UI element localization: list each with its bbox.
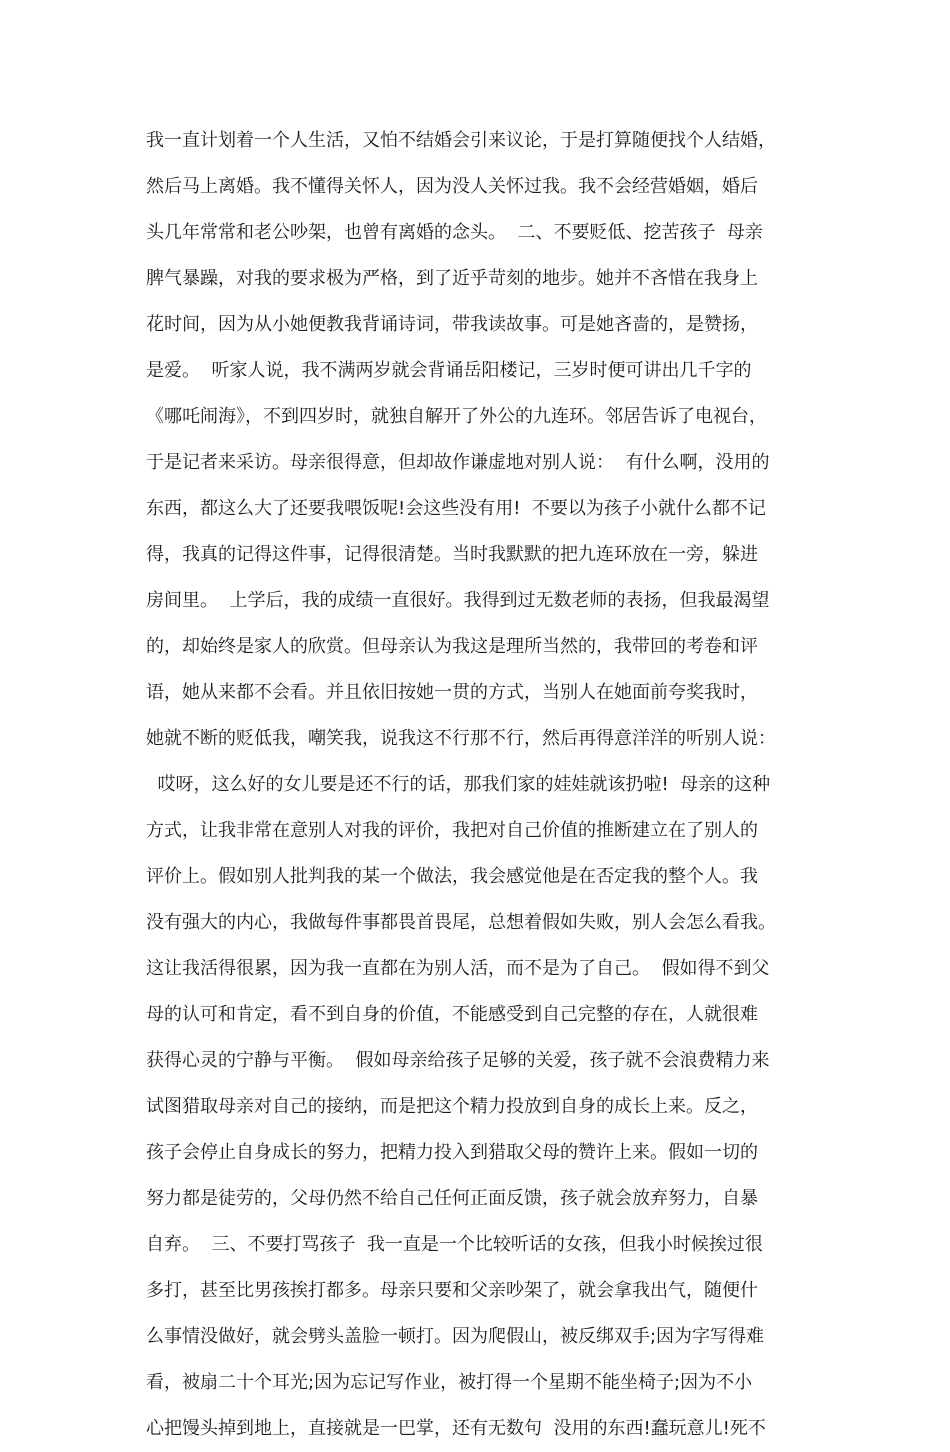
text-line: 语，她从来都不会看。并且依旧按她一贯的方式，当别人在她面前夸奖我时， — [146, 682, 758, 703]
text-line: 头几年常常和老公吵架，也曾有离婚的念头。 二、不要贬低、挖苦孩子 母亲 — [146, 222, 763, 243]
text-line: 得，我真的记得这件事，记得很清楚。当时我默默的把九连环放在一旁，躲进 — [146, 544, 758, 565]
text-line: 孩子会停止自身成长的努力，把精力投入到猎取父母的赞许上来。假如一切的 — [146, 1142, 758, 1163]
text-line: 试图猎取母亲对自己的接纳，而是把这个精力投放到自身的成长上来。反之， — [146, 1096, 758, 1117]
body-text — [146, 118, 811, 1452]
text-line: 是爱。 听家人说，我不满两岁就会背诵岳阳楼记，三岁时便可讲出几千字的 — [146, 360, 752, 381]
text-line: 哎呀，这么好的女儿要是还不行的话，那我们家的娃娃就该扔啦! 母亲的这种 — [146, 774, 771, 795]
text-line: 多打，甚至比男孩挨打都多。母亲只要和父亲吵架了，就会拿我出气，随便什 — [146, 1280, 758, 1301]
text-line: 获得心灵的宁静与平衡。 假如母亲给孩子足够的关爱，孩子就不会浪费精力来 — [146, 1050, 770, 1071]
text-line: 看，被扇二十个耳光;因为忘记写作业，被打得一个星期不能坐椅子;因为不小 — [146, 1372, 753, 1393]
text-line: 她就不断的贬低我，嘲笑我，说我这不行那不行，然后再得意洋洋的听别人说： — [146, 728, 776, 749]
text-line: 《哪吒闹海》，不到四岁时，就独自解开了外公的九连环。邻居告诉了电视台， — [146, 406, 767, 427]
text-line: 没有强大的内心，我做每件事都畏首畏尾，总想着假如失败，别人会怎么看我。 — [146, 912, 776, 933]
text-line: 房间里。 上学后，我的成绩一直很好。我得到过无数老师的表扬，但我最渴望 — [146, 590, 770, 611]
text-line: 么事情没做好，就会劈头盖脸一顿打。因为爬假山，被反绑双手;因为字写得难 — [146, 1326, 765, 1347]
text-line: 东西，都这么大了还要我喂饭呢!会这些没有用! 不要以为孩子小就什么都不记 — [146, 498, 766, 519]
text-line: 于是记者来采访。母亲很得意，但却故作谦虚地对别人说： 有什么啊，没用的 — [146, 452, 770, 473]
text-line: 这让我活得很累，因为我一直都在为别人活，而不是为了自己。 假如得不到父 — [146, 958, 770, 979]
text-line: 自弃。 三、不要打骂孩子 我一直是一个比较听话的女孩，但我小时候挨过很 — [146, 1234, 763, 1255]
text-line: 脾气暴躁，对我的要求极为严格，到了近乎苛刻的地步。她并不吝惜在我身上 — [146, 268, 758, 289]
text-line: 花时间，因为从小她便教我背诵诗词，带我读故事。可是她吝啬的，是赞扬， — [146, 314, 758, 335]
text-line: 心把馒头掉到地上，直接就是一巴掌，还有无数句 没用的东西!蠢玩意儿!死不 — [146, 1418, 766, 1439]
text-line: 母的认可和肯定，看不到自身的价值，不能感受到自己完整的存在，人就很难 — [146, 1004, 758, 1025]
text-line: 然后马上离婚。我不懂得关怀人，因为没人关怀过我。我不会经营婚姻，婚后 — [146, 176, 758, 197]
text-line: 评价上。假如别人批判我的某一个做法，我会感觉他是在否定我的整个人。我 — [146, 866, 758, 887]
text-line: 努力都是徒劳的，父母仍然不给自己任何正面反馈，孩子就会放弃努力，自暴 — [146, 1188, 758, 1209]
text-line: 的，却始终是家人的欣赏。但母亲认为我这是理所当然的，我带回的考卷和评 — [146, 636, 758, 657]
text-line: 我一直计划着一个人生活，又怕不结婚会引来议论，于是打算随便找个人结婚， — [146, 130, 776, 151]
text-line: 方式，让我非常在意别人对我的评价，我把对自己价值的推断建立在了别人的 — [146, 820, 758, 841]
